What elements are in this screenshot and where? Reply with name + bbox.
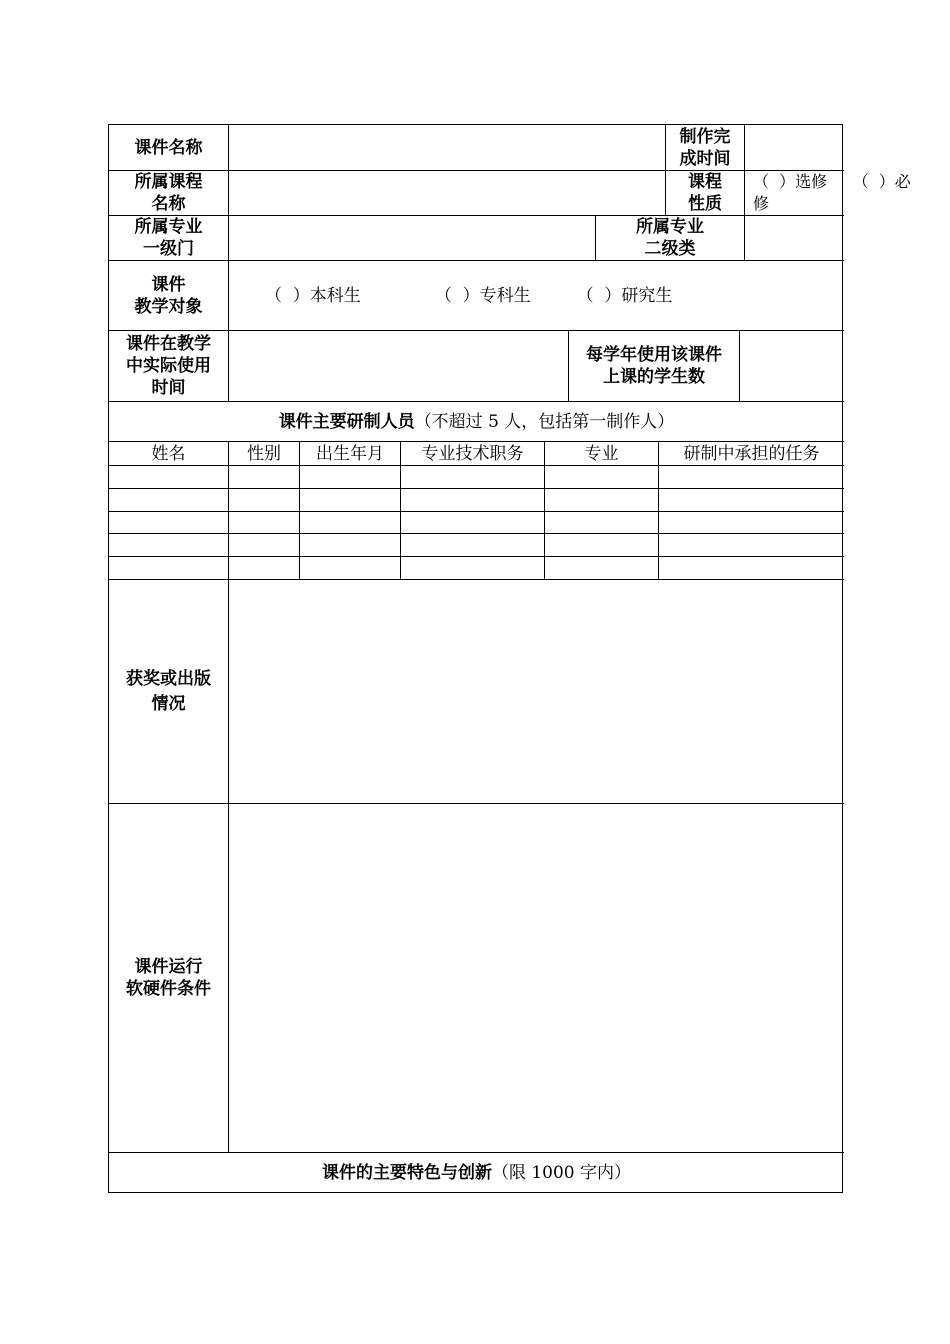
table-cell[interactable] bbox=[109, 534, 229, 557]
label-line: 制作完 bbox=[679, 126, 731, 147]
label-line: 名称 bbox=[151, 194, 186, 214]
table-cell[interactable] bbox=[545, 557, 659, 580]
undergraduate-option[interactable]: （ ）本科生 bbox=[265, 285, 361, 306]
label-line: 情况 bbox=[151, 693, 186, 714]
staff-title-text: 课件主要研制人员 bbox=[278, 411, 415, 432]
table-cell[interactable] bbox=[109, 489, 229, 512]
awards-label bbox=[109, 580, 229, 804]
label-line: 课程 bbox=[688, 172, 722, 192]
label-text: 课件名称 bbox=[134, 137, 203, 158]
table-cell[interactable] bbox=[401, 557, 545, 580]
table-cell[interactable] bbox=[545, 512, 659, 534]
label-line: 课件运行 bbox=[134, 957, 203, 977]
awards-field[interactable] bbox=[229, 580, 844, 804]
features-title-text: 课件的主要特色与创新 bbox=[321, 1162, 492, 1183]
label-line: 获奖或出版 bbox=[126, 668, 211, 689]
label-line: 中实际使用 bbox=[126, 356, 211, 376]
major-first-level-field[interactable] bbox=[229, 216, 596, 261]
table-cell[interactable] bbox=[109, 557, 229, 580]
table-cell[interactable] bbox=[109, 512, 229, 534]
table-cell[interactable] bbox=[659, 557, 844, 580]
runtime-environment-label bbox=[109, 804, 229, 1153]
staff-title-note: （不超过 5 人，包括第一制作人） bbox=[414, 411, 675, 432]
header-gender bbox=[229, 442, 300, 466]
table-cell[interactable] bbox=[229, 466, 300, 489]
table-cell[interactable] bbox=[401, 534, 545, 557]
features-title-note: （限 1000 字内） bbox=[491, 1162, 632, 1183]
table-cell[interactable] bbox=[401, 466, 545, 489]
students-per-year-label bbox=[569, 331, 740, 402]
course-name-label bbox=[109, 171, 229, 216]
header-name bbox=[109, 442, 229, 466]
students-per-year-field[interactable] bbox=[740, 331, 844, 402]
table-cell[interactable] bbox=[659, 512, 844, 534]
header-text: 性别 bbox=[247, 443, 281, 464]
table-cell[interactable] bbox=[545, 466, 659, 489]
table-cell[interactable] bbox=[229, 512, 300, 534]
label-line: 上课的学生数 bbox=[603, 367, 705, 387]
label-line: 所属专业 bbox=[134, 217, 203, 237]
graduate-option[interactable]: （ ）研究生 bbox=[576, 285, 673, 306]
header-text: 出生年月 bbox=[316, 443, 384, 464]
courseware-application-form bbox=[108, 124, 911, 1193]
label-line: 性质 bbox=[688, 194, 722, 214]
table-cell[interactable] bbox=[109, 466, 229, 489]
table-cell[interactable] bbox=[545, 534, 659, 557]
header-text: 专业技术职务 bbox=[421, 443, 524, 464]
option-wrap-text: 修 bbox=[753, 194, 770, 213]
runtime-environment-field[interactable] bbox=[229, 804, 844, 1153]
label-line: 教学对象 bbox=[134, 296, 203, 317]
actual-usage-time-field[interactable] bbox=[229, 331, 569, 402]
features-section-title bbox=[109, 1153, 844, 1192]
courseware-name-field[interactable] bbox=[229, 125, 666, 171]
table-cell[interactable] bbox=[229, 534, 300, 557]
header-birth bbox=[300, 442, 401, 466]
major-second-level-field[interactable] bbox=[745, 216, 844, 261]
label-line: 所属专业 bbox=[636, 217, 704, 237]
major-second-level-label bbox=[596, 216, 745, 261]
table-cell[interactable] bbox=[659, 489, 844, 512]
label-line: 课件 bbox=[151, 274, 186, 295]
header-text: 姓名 bbox=[151, 443, 186, 464]
elective-required-option[interactable]: （ ）选修 （ ）必 bbox=[753, 172, 911, 191]
table-cell[interactable] bbox=[300, 512, 401, 534]
actual-usage-time-label bbox=[109, 331, 229, 402]
header-task bbox=[659, 442, 844, 466]
major-first-level-label bbox=[109, 216, 229, 261]
courseware-name-label bbox=[109, 125, 229, 171]
staff-section-title bbox=[109, 402, 844, 442]
table-cell[interactable] bbox=[659, 466, 844, 489]
label-line: 每学年使用该课件 bbox=[586, 345, 722, 365]
table-cell[interactable] bbox=[300, 534, 401, 557]
course-nature-options[interactable] bbox=[745, 171, 911, 216]
completion-time-field[interactable] bbox=[745, 125, 844, 171]
completion-time-label bbox=[666, 125, 745, 171]
label-line: 成时间 bbox=[679, 148, 731, 169]
header-text: 专业 bbox=[584, 443, 619, 464]
table-cell[interactable] bbox=[659, 534, 844, 557]
label-line: 二级类 bbox=[644, 239, 696, 259]
table-cell[interactable] bbox=[401, 489, 545, 512]
teaching-target-label bbox=[109, 261, 229, 331]
junior-college-option[interactable]: （ ）专科生 bbox=[434, 285, 531, 306]
label-line: 课件在教学 bbox=[126, 334, 211, 354]
table-cell[interactable] bbox=[300, 489, 401, 512]
table-cell[interactable] bbox=[545, 489, 659, 512]
course-name-field[interactable] bbox=[229, 171, 666, 216]
table-cell[interactable] bbox=[300, 466, 401, 489]
table-cell[interactable] bbox=[401, 512, 545, 534]
course-nature-label bbox=[666, 171, 745, 216]
label-line: 时间 bbox=[151, 378, 186, 398]
label-line: 软硬件条件 bbox=[126, 979, 211, 999]
table-cell[interactable] bbox=[229, 557, 300, 580]
header-title bbox=[401, 442, 545, 466]
table-cell[interactable] bbox=[229, 489, 300, 512]
header-text: 研制中承担的任务 bbox=[683, 443, 820, 464]
table-cell[interactable] bbox=[300, 557, 401, 580]
teaching-target-options bbox=[229, 261, 844, 331]
label-line: 所属课程 bbox=[134, 172, 203, 192]
header-major bbox=[545, 442, 659, 466]
label-line: 一级门 bbox=[143, 239, 194, 259]
